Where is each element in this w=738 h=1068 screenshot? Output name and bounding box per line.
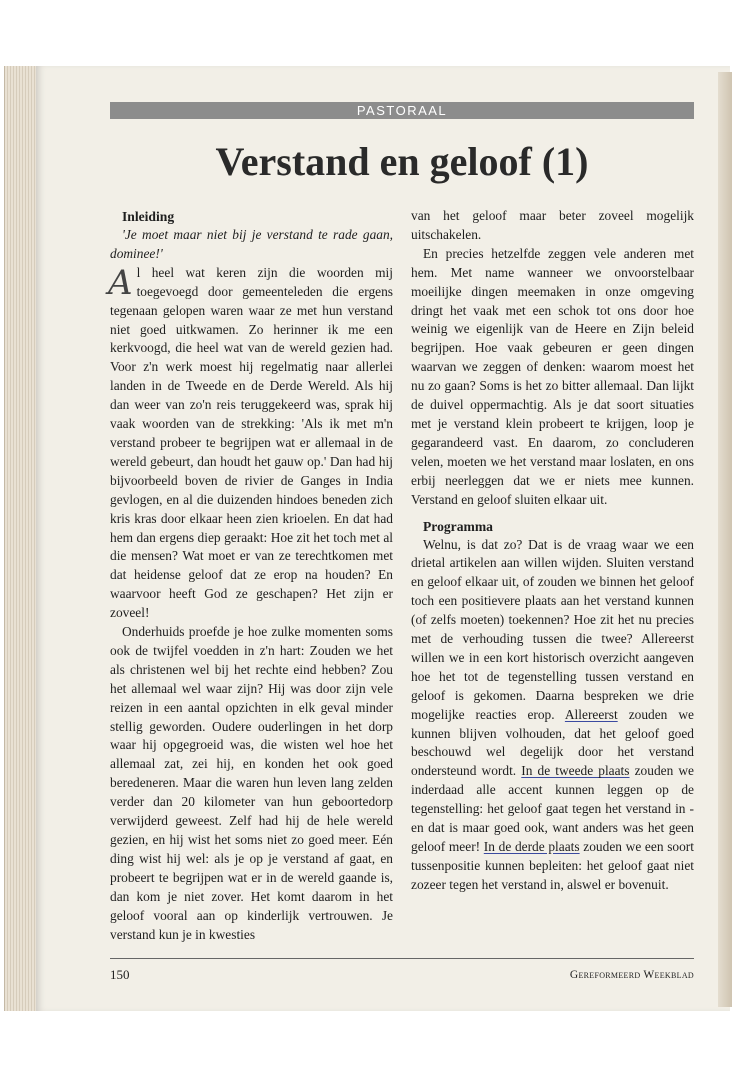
paragraph-4 [411,536,694,895]
paragraph-4-part-b: zouden we kunnen blijven volhouden, dat het geloof goed beschouwd wel degelijk door het verstand ondersteund wordt. [411,706,694,779]
page-stack-edge [4,66,39,1011]
paragraph-4-part-d: zouden we een soort tussenpositie kunnen bepleiten: het geloof gaat niet zozeer tegen het verstand in, alswel er bovenuit. [411,839,694,892]
page-right-edge [718,72,732,1007]
section-label: PASTORAAL [110,102,694,119]
dropcap-letter: A [108,262,133,303]
page-number: 150 [110,967,130,982]
paragraph-1-text: l heel wat keren zijn die woorden mij toegevoegd door gemeenteleden die ergens tegenaan gelopen waren waar ze met hun verstand niet goed uitkwamen. Zo herinner ik me een kerkvoogd, die heel wat van de wereld gezien had. Voor z'n werk moest hij regelmatig naar allerlei landen in de Tweede en de Derde Wereld. Als hij dan weer van zo'n reis teruggekeerd was, sprak hij vaak woorden van de strekking: 'Als ik met m'n verstand probeer te begrijpen wat er allemaal in de wereld gebeurt, dan houdt het gauw op.' Dan had hij bijvoorbeeld boven de rivier de Ganges in India gevlogen, en al die duizenden hindoes beneden zich kris kras door elkaar heen zien krioelen. En dat had hem dan ergens diep geraakt: Hoe zit het toch met al die mensen? Wat moet er van ze terechtkomen met dat heidense geloof dat ze erop na houden? En waarvoor heeft God ze geschapen? Het zijn er zoveel! [110,264,393,621]
underlined-tweede-plaats: In de tweede plaats [521,763,630,779]
paragraph-4-part-a: Welnu, is dat zo? Dat is de vraag waar we een drietal artikelen aan willen wijden. Sluiten verstand en geloof elkaar uit, of zouden we binnen het geloof toch een positievere plaats aan het verstand kunnen (of zelfs moeten) toekennen? Hoe zit het nu precies met de verhouding tussen die twee? Allereerst willen we in een kort historisch overzicht aangeven hoe het tot de tegenstelling tussen verstand en geloof is gekomen. Daarna bespreken we drie mogelijke reacties erop. [411,536,694,722]
paragraph-2: Onderhuids proefde je hoe zulke momenten soms ook de twijfel voedden in z'n hart: Zouden we het als christenen wel bij het rechte eind hebben? Zou het allemaal wel waar zijn? Hij was door zijn vele reizen in een aantal opzichten in elk geval minder stellig geworden. Oudere ouderlingen in het dorp waar hij opgegroeid was, die wisten wel hoe het allemaal zat, zei hij, en konden het ook goed beredeneren. Maar die waren hun leven lang zelden verder dan 20 kilometer van hun geboortedorp verwijderd geweest. Zelf had hij de hele wereld gezien, en hij wist het soms niet zo goed meer. Eén ding wist hij wel: als je op je verstand af gaat, en probeert te begrijpen wat er in de wereld gaande is, dan kom je niet zover. Het komt daarom in het geloof vooral aan op kinderlijk vertrouwen. Je verstand kun je in kwesties [110,624,393,942]
underlined-allereerst: Allereerst [564,706,618,722]
paragraph-1 [110,264,393,623]
heading-inleiding: Inleiding [122,209,175,224]
opening-quote: 'Je moet maar niet bij je verstand te rade gaan, dominee!' [110,227,393,261]
heading-programma: Programma [423,518,493,534]
underlined-derde-plaats: In de derde plaats [483,839,580,854]
paragraph-continued: van het geloof maar beter zoveel mogelijk uitschakelen. [411,208,694,242]
right-column [411,207,694,895]
footer-rule [110,958,694,959]
publication-name: Gereformeerd Weekblad [569,969,694,981]
paragraph-3: En precies hetzelfde zeggen vele anderen met hem. Met name wanneer we onvoorstelbaar moeilijke dingen meemaken in onze omgeving dringt het vaak met een schok tot ons door hoe weinig we eigenlijk van de Heere en Zijn beleid begrijpen. Hoe vaak gebeuren er geen dingen waarvan we zeggen of denken: waarom moest het nu zo gaan? Soms is het zo bitter allemaal. Dan lijkt de duivel oppermachtig. Als je dat soort situaties met je verstand klein probeert te krijgen, loop je gegarandeerd vast. En daarom, zo concluderen velen, moeten we het verstand maar loslaten, en ons erbij neerleggen dat we er niets mee kunnen. Verstand en geloof sluiten elkaar uit. [411,245,694,507]
left-column [110,207,393,944]
paragraph-4-part-c: zouden we inderdaad alle accent kunnen leggen op de tegenstelling: het geloof gaat tegen het verstand in - en dat is maar goed ook, want anders was het geen geloof meer! [411,763,694,854]
article-title: Verstand en geloof (1) [215,139,589,184]
